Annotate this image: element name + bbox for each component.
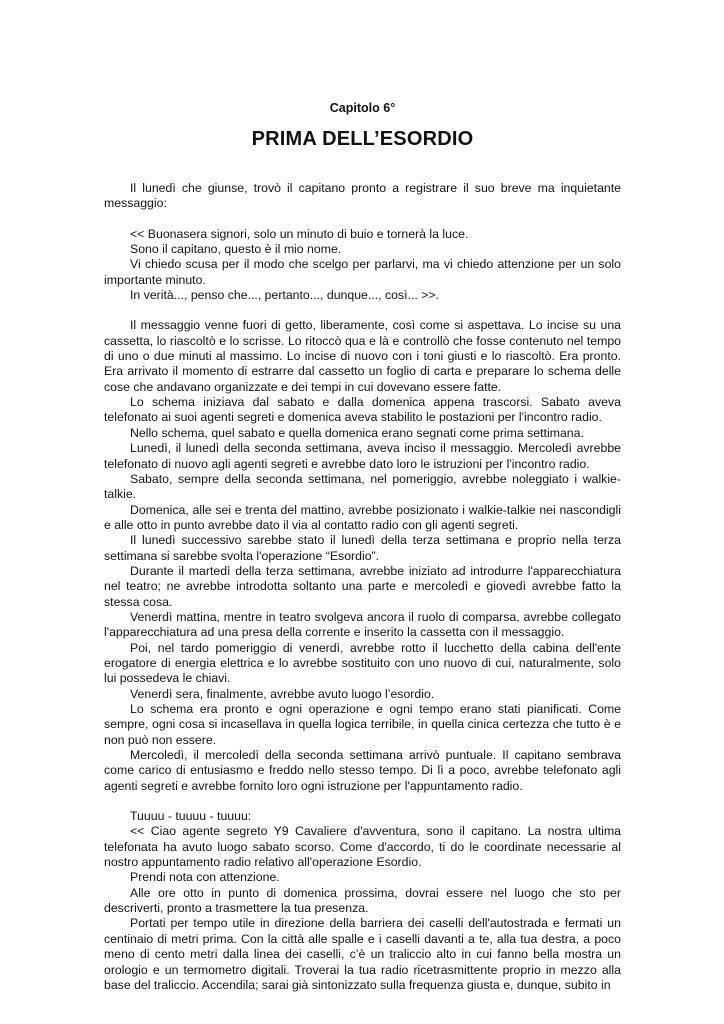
chapter-body [104,181,621,993]
paragraph: Sono il capitano, questo è il mio nome. [130,242,342,257]
chapter-label: Capitolo 6° [329,101,396,115]
paragraph: << Ciao agente segreto Y9 Cavaliere d'avventura, sono il capitano. La nostra ultima telefonata ha avuto luogo sabato scorso. Come d'accordo, ti do le coordinate necessarie al nostro appuntamento radio relativo all'operazione Esordio. [104,824,621,870]
paragraph: Poi, nel tardo pomeriggio di venerdì, avrebbe rotto il lucchetto della cabina dell'ente erogatore di energia elettrica e lo avrebbe sostituito con uno nuovo di cui, naturalmente, solo lui possedeva le chiavi. [104,640,621,686]
paragraph: Alle ore otto in punto di domenica prossima, dovrai essere nel luogo che sto per descriverti, pronto a trasmettere la tua presenza. [104,885,621,916]
paragraph: Venerdì mattina, mentre in teatro svolgeva ancora il ruolo di comparsa, avrebbe collegato l'apparecchiatura ad una presa della corrente e inserito la cassetta con il messaggio. [104,609,621,640]
paragraph: Lo schema iniziava dal sabato e dalla domenica appena trascorsi. Sabato aveva telefonato ai suoi agenti segreti e domenica aveva stabilito le postazioni per l'incontro radio. [104,395,621,425]
paragraph: Sabato, sempre della seconda settimana, nel pomeriggio, avrebbe noleggiato i walkie-talkie. [104,471,621,502]
paragraph: Lunedì, il lunedì della seconda settimana, aveva inciso il messaggio. Mercoledì avrebbe telefonato di nuovo agli agenti segreti e avrebbe dato loro le istruzioni per l'incontro radio. [104,441,621,471]
paragraph: Vi chiedo scusa per il modo che scelgo per parlarvi, ma vi chiedo attenzione per un solo importante minuto. [104,257,621,287]
paragraph: Portati per tempo utile in direzione della barriera dei caselli dell'autostrada e fermati un centinaio di metri prima. Con la città alle spalle e i caselli davanti a te, alla tua destra, a poco meno di cento metri dalla linea dei caselli, c’è un traliccio alto in cui fanno bella mostra un orologio e un termometro digitali. Troverai la tua radio ricetrasmittente proprio in mezzo alla base del traliccio. Accendila; sarai già sintonizzato sulla frequenza giusta e, dunque, subito in [104,916,621,992]
paragraph: Mercoledì, il mercoledì della seconda settimana arrivò puntuale. Il capitano sembrava come carico di entusiasmo e freddo nello stesso tempo. Di lì a poco, avrebbe telefonato agli agenti segreti e avrebbe fornito loro ogni istruzione per l'appuntamento radio. [104,748,621,793]
paragraph: Lo schema era pronto e ogni operazione e ogni tempo erano stati pianificati. Come sempre, ogni cosa si incasellava in quella logica terribile, in quella cinica certezza che tutto è e non può non essere. [104,702,621,747]
paragraph: Venerdì sera, finalmente, avrebbe avuto luogo l’esordio. [130,686,435,701]
paragraph: Durante il martedì della terza settimana, avrebbe iniziato ad introdurre l'apparecchiatura nel teatro; ne avrebbe introdotta soltanto una parte e mercoledì e giovedì avrebbe fatto la stessa cosa. [104,563,621,609]
paragraph: Prendi nota con attenzione. [130,870,280,885]
paragraph: Il lunedì successivo sarebbe stato il lunedì della terza settimana e proprio nella terza settimana si sarebbe svolta l'operazione “Esordio”. [104,533,621,563]
paragraph: In verità..., penso che..., pertanto..., dunque..., così... >>. [130,288,439,303]
paragraph: Il lunedì che giunse, trovò il capitano pronto a registrare il suo breve ma inquietante messaggio: [104,181,621,211]
paragraph: Il messaggio venne fuori di getto, liberamente, così come si aspettava. Lo incise su una cassetta, lo riascoltò e lo scrisse. Lo ritoccò qua e là e controllò che fosse contenuto nel tempo di uno o due minuti al massimo. Lo incise di nuovo con i toni giusti e lo riascoltò. Era pronto. Era arrivato il momento di estrarre dal cassetto un foglio di carta e preparare lo schema delle cose che andavano organizzate e dei tempi in cui dovevano essere fatte. [104,318,621,394]
chapter-title: PRIMA DELL’ESORDIO [251,128,474,150]
paragraph: Tuuuu - tuuuu - tuuuu: [130,809,252,824]
paragraph: Nello schema, quel sabato e quella domenica erano segnati come prima settimana. [130,425,584,440]
paragraph: Domenica, alle sei e trenta del mattino, avrebbe posizionato i walkie-talkie nei nascondigli e alle otto in punto avrebbe dato il via al contatto radio con gli agenti segreti. [104,502,621,532]
paragraph: << Buonasera signori, solo un minuto di buio e tornerà la luce. [130,226,469,241]
